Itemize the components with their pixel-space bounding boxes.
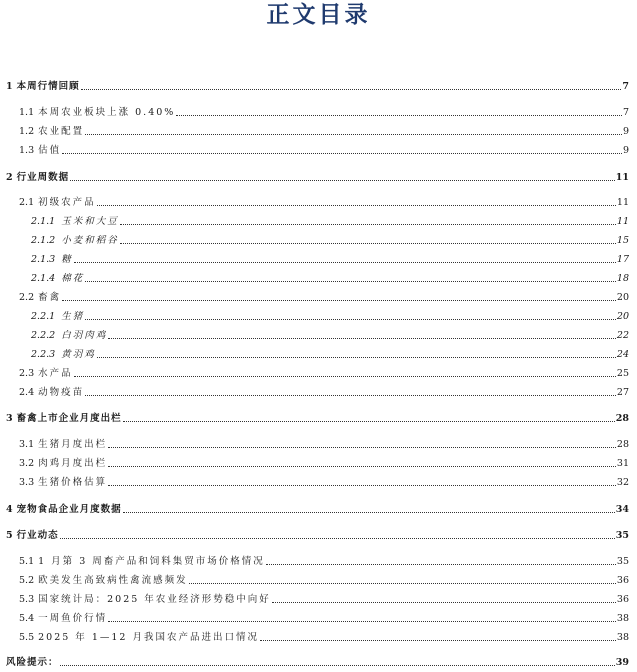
- toc-label: 生猪: [61, 311, 85, 322]
- toc-entry[interactable]: [19, 438, 629, 451]
- toc-entry[interactable]: [19, 631, 629, 644]
- toc-entry[interactable]: [31, 310, 629, 323]
- dot-leader: [60, 664, 615, 666]
- dot-leader: [176, 114, 622, 116]
- toc-entry[interactable]: [19, 367, 629, 380]
- toc-number: 1.1: [19, 107, 35, 118]
- toc-entry[interactable]: [31, 329, 629, 342]
- toc-page-number: 9: [622, 126, 629, 137]
- toc-label: 1 月第 3 周畜产品和饲料集贸市场价格情况: [38, 556, 265, 567]
- toc-entry[interactable]: [19, 291, 629, 304]
- toc-label: 欧美发生高致病性禽流感频发: [38, 575, 188, 586]
- toc-entry[interactable]: [31, 348, 629, 361]
- dot-leader: [123, 511, 615, 513]
- toc-page-number: 36: [616, 594, 629, 605]
- toc-label: 黄羽鸡: [61, 349, 96, 360]
- dot-leader: [108, 465, 616, 467]
- toc-page-number: 11: [616, 216, 629, 227]
- dot-leader: [189, 582, 616, 584]
- toc-page-number: 39: [615, 657, 629, 668]
- toc-number: 2.4: [19, 387, 35, 398]
- toc-number: 3.2: [19, 458, 35, 469]
- toc-page-number: 11: [615, 172, 629, 183]
- dot-leader: [108, 620, 616, 622]
- toc-page-number: 35: [615, 530, 629, 541]
- toc-entry[interactable]: [31, 253, 629, 266]
- toc-label: 本周行情回顾: [16, 81, 80, 92]
- toc-page-number: 11: [616, 197, 629, 208]
- toc-entry[interactable]: [19, 612, 629, 625]
- toc-label: 行业周数据: [16, 172, 70, 183]
- toc-page-number: 27: [616, 387, 629, 398]
- toc-number: 5.5: [19, 632, 35, 643]
- toc-number: 5.2: [19, 575, 35, 586]
- toc-page-number: 38: [616, 632, 629, 643]
- dot-leader: [81, 88, 622, 90]
- dot-leader: [85, 394, 616, 396]
- toc-page-number: 35: [616, 556, 629, 567]
- dot-leader: [97, 356, 616, 358]
- dot-leader: [108, 446, 616, 448]
- toc-page-number: 18: [616, 273, 629, 284]
- toc-page-number: 28: [616, 439, 629, 450]
- toc-page-number: 25: [616, 368, 629, 379]
- toc-number: 3.1: [19, 439, 35, 450]
- dot-leader: [74, 261, 616, 263]
- toc-entry[interactable]: [31, 272, 629, 285]
- toc-label: 风险提示：: [6, 657, 59, 668]
- toc-entry[interactable]: [19, 386, 629, 399]
- toc-number: 2.1: [19, 197, 35, 208]
- toc-label: 水产品: [38, 368, 73, 379]
- dot-leader: [123, 420, 615, 422]
- toc-label: 玉米和大豆: [61, 216, 119, 227]
- toc-label: 肉鸡月度出栏: [38, 458, 108, 469]
- toc-page-number: 17: [616, 254, 629, 265]
- toc-number: 2.2.3: [31, 349, 56, 360]
- toc-number: 2: [6, 172, 13, 183]
- toc-entry[interactable]: [19, 144, 629, 157]
- toc-page-number: 9: [622, 145, 629, 156]
- toc-page-number: 31: [616, 458, 629, 469]
- toc-label: 动物疫苗: [38, 387, 85, 398]
- dot-leader: [272, 601, 616, 603]
- toc-page-number: 28: [615, 413, 629, 424]
- toc-number: 3.3: [19, 477, 35, 488]
- toc-page-number: 20: [616, 311, 629, 322]
- toc-label: 宠物食品企业月度数据: [16, 504, 122, 515]
- toc-label: 小麦和稻谷: [61, 235, 119, 246]
- toc-number: 1: [6, 81, 13, 92]
- toc-label: 行业动态: [16, 530, 59, 541]
- dot-leader: [85, 280, 616, 282]
- toc-label: 一周鱼价行情: [38, 613, 108, 624]
- toc-entry[interactable]: [19, 106, 629, 119]
- toc-number: 2.1.1: [31, 216, 56, 227]
- dot-leader: [62, 152, 622, 154]
- dot-leader: [70, 179, 615, 181]
- toc-number: 1.3: [19, 145, 35, 156]
- toc-label: 估值: [38, 145, 62, 156]
- dot-leader: [108, 484, 616, 486]
- toc-page-number: 32: [616, 477, 629, 488]
- dot-leader: [120, 242, 616, 244]
- toc-entry[interactable]: [6, 503, 629, 516]
- dot-leader: [60, 537, 615, 539]
- toc-page-number: 38: [616, 613, 629, 624]
- toc-number: 2.2.1: [31, 311, 56, 322]
- toc-number: 2.1.4: [31, 273, 56, 284]
- toc-entry[interactable]: [19, 457, 629, 470]
- toc-number: 5.3: [19, 594, 35, 605]
- dot-leader: [85, 318, 616, 320]
- toc-page-number: 20: [616, 292, 629, 303]
- toc-entry[interactable]: [19, 555, 629, 568]
- toc-page-number: 15: [616, 235, 629, 246]
- toc-page-number: 7: [622, 107, 629, 118]
- toc-number: 5: [6, 530, 13, 541]
- toc-entry[interactable]: [6, 412, 629, 425]
- toc-page-number: 7: [622, 81, 629, 92]
- toc-label: 生猪价格估算: [38, 477, 108, 488]
- toc-label: 糖: [61, 254, 73, 265]
- dot-leader: [120, 223, 616, 225]
- toc-entry[interactable]: [19, 574, 629, 587]
- toc-page-number: 24: [616, 349, 629, 360]
- toc-label: 2025 年 1—12 月我国农产品进出口情况: [38, 632, 259, 643]
- toc-number: 2.2: [19, 292, 35, 303]
- toc-number: 2.2.2: [31, 330, 56, 341]
- toc-number: 5.1: [19, 556, 35, 567]
- toc-entry[interactable]: [19, 593, 629, 606]
- toc-number: 5.4: [19, 613, 35, 624]
- toc-entry[interactable]: [19, 476, 629, 489]
- toc-entry[interactable]: [6, 171, 629, 184]
- toc-entry[interactable]: [31, 215, 629, 228]
- toc-label: 白羽肉鸡: [61, 330, 108, 341]
- dot-leader: [97, 204, 616, 206]
- dot-leader: [62, 299, 616, 301]
- toc-entry[interactable]: [19, 125, 629, 138]
- toc-entry[interactable]: [6, 529, 629, 542]
- toc-entry[interactable]: [31, 234, 629, 247]
- toc-label: 生猪月度出栏: [38, 439, 108, 450]
- toc-label: 畜禽: [38, 292, 62, 303]
- toc-number: 2.1.2: [31, 235, 56, 246]
- toc-number: 2.3: [19, 368, 35, 379]
- dot-leader: [260, 639, 616, 641]
- toc-number: 1.2: [19, 126, 35, 137]
- dot-leader: [108, 337, 616, 339]
- toc-page-number: 36: [616, 575, 629, 586]
- toc-entry[interactable]: [6, 80, 629, 93]
- dot-leader: [74, 375, 616, 377]
- dot-leader: [266, 563, 616, 565]
- toc-label: 农业配置: [38, 126, 85, 137]
- toc-page-number: 34: [615, 504, 629, 515]
- toc-label: 棉花: [61, 273, 85, 284]
- toc-number: 2.1.3: [31, 254, 56, 265]
- toc-number: 4: [6, 504, 13, 515]
- toc-number: 3: [6, 413, 13, 424]
- page-title: 正文目录: [266, 1, 371, 28]
- toc-label: 本周农业板块上涨 0.40%: [38, 107, 176, 118]
- toc-entry[interactable]: [6, 656, 629, 669]
- toc-label: 初级农产品: [38, 197, 96, 208]
- toc-label: 国家统计局：2025 年农业经济形势稳中向好: [38, 594, 271, 605]
- toc-label: 畜禽上市企业月度出栏: [16, 413, 122, 424]
- dot-leader: [85, 133, 622, 135]
- toc-page-number: 22: [616, 330, 629, 341]
- toc-entry[interactable]: [19, 196, 629, 209]
